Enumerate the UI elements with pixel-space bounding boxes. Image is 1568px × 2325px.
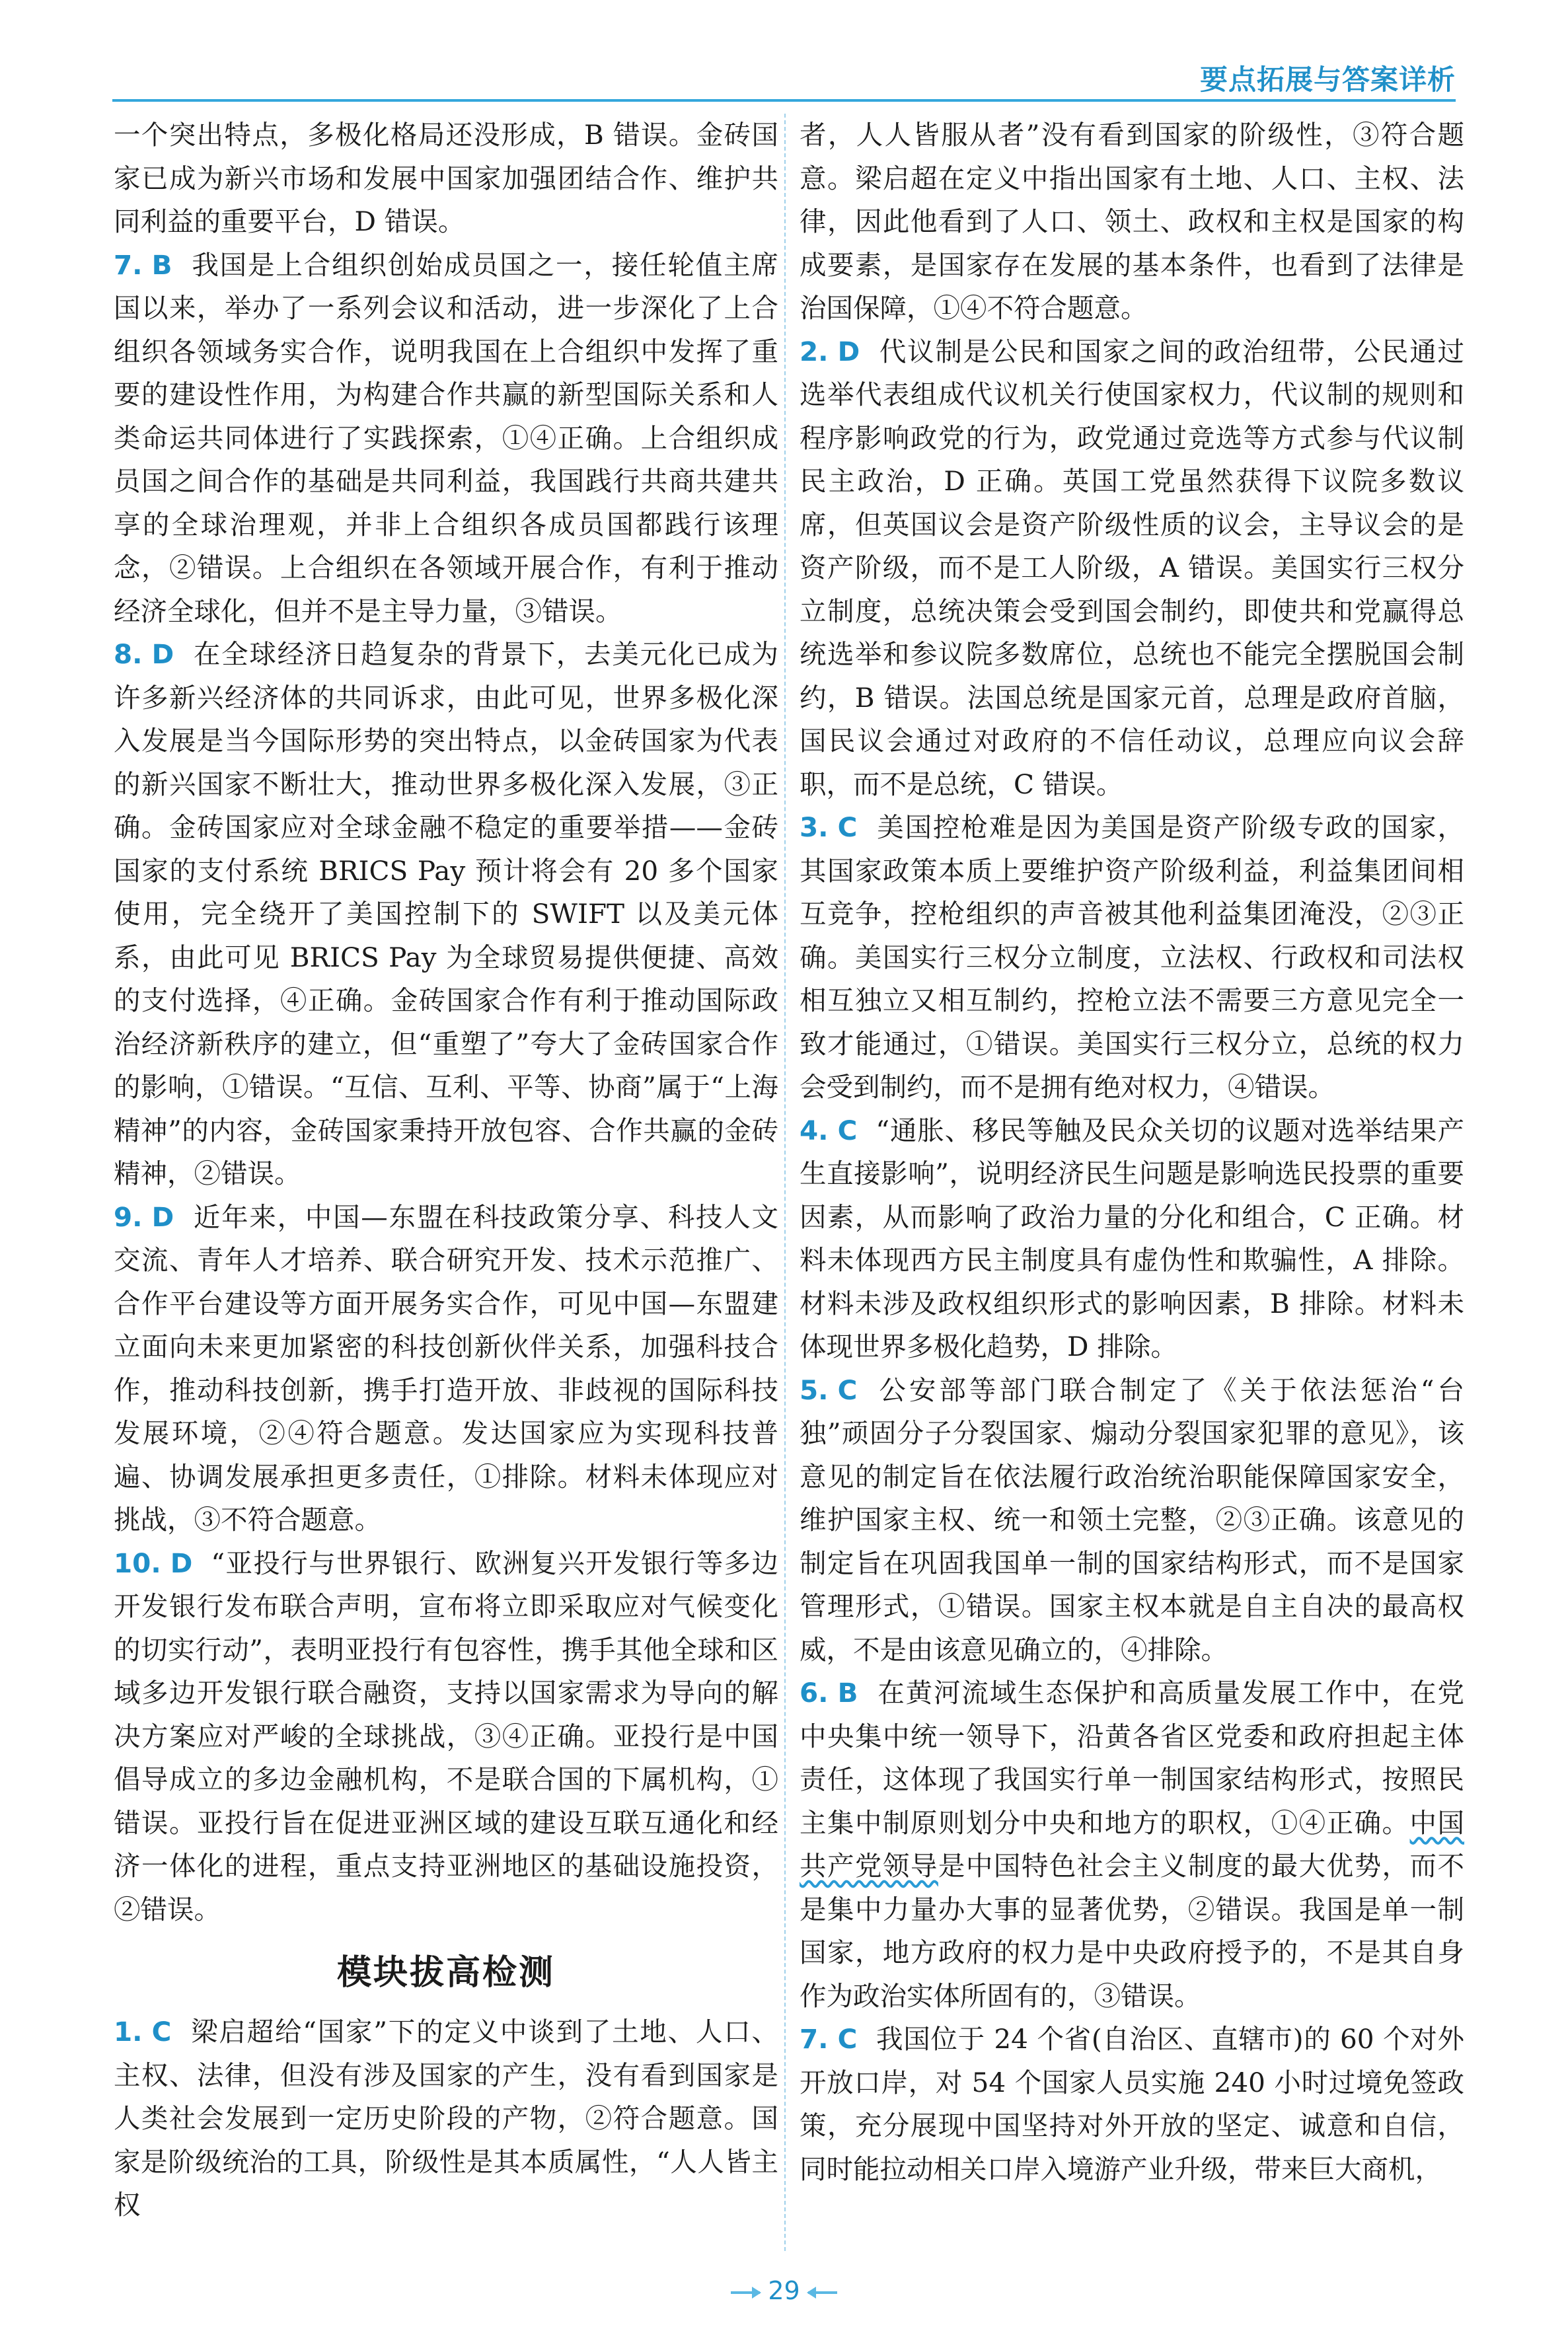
- module-answer-6: 6. B 在黄河流域生态保护和高质量发展工作中，在党中央集中统一领导下，沿黄各省区党委和政府担起主体责任，这体现了我国实行单一制国家结构形式，按照民主集中制原则划分中央和地方的职权，①④正确。中国共产党领导是中国特色社会主义制度的最大优势，而不是集中力量办大事的显著优势，②错误。我国是单一制国家，地方政府的权力是中央政府授予的，不是其自身作为政治实体所固有的，③错误。: [800, 1677, 1465, 2012]
- module-answer-5: 5. C 公安部等部门联合制定了《关于依法惩治“台独”顽固分子分裂国家、煽动分裂国家犯罪的意见》，该意见的制定旨在依法履行政治统治职能保障国家安全，维护国家主权、统一和领土完整，②③正确。该意见的制定旨在巩固我国单一制的国家结构形式，而不是国家管理形式，①错误。国家主权本就是自主自决的最高权威，不是由该意见确立的，④排除。: [800, 1374, 1464, 1666]
- answer-10: 10. D “亚投行与世界银行、欧洲复兴开发银行等多边开发银行发布联合声明，宣布将立即采取应对气候变化的切实行动”，表明亚投行有包容性，携手其他全球和区域多边开发银行联合融资，支持以国家需求为导向的解决方案应对严峻的全球挑战，③④正确。亚投行是中国倡导成立的多边金融机构，不是联合国的下属机构，①错误。亚投行旨在促进亚洲区域的建设互联互通化和经济一体化的进程，重点支持亚洲地区的基础设施投资，②错误。: [114, 1547, 778, 1925]
- answer-number: 1. C: [114, 2016, 172, 2048]
- answer-number: 3. C: [800, 811, 858, 843]
- answer-7: 7. B 我国是上合组织创始成员国之一，接任轮值主席国以来，举办了一系列会议和活动，进一步深化了上合组织各领域务实合作，说明我国在上合组织中发挥了重要的建设性作用，为构建合作共赢的新型国际关系和人类命运共同体进行了实践探索，①④正确。上合组织成员国之间合作的基础是共同利益，我国践行共商共建共享的全球治理观，并非上合组织各成员国都践行该理念，②错误。上合组织在各领域开展合作，有利于推动经济全球化，但并不是主导力量，③错误。: [114, 248, 778, 627]
- arrow-left-icon: [808, 2291, 837, 2294]
- answer-number: 6. B: [800, 1677, 858, 1709]
- answer-number: 4. C: [800, 1114, 858, 1146]
- answer-8: 8. D 在全球经济日趋复杂的背景下，去美元化已成为许多新兴经济体的共同诉求，由此可见，世界多极化深入发展是当今国际形势的突出特点，以金砖国家为代表的新兴国家不断壮大，推动世界多极化深入发展，③正确。金砖国家应对全球金融不稳定的重要举措——金砖国家的支付系统 BRICS Pay 预计将会有 20 多个国家使用，完全绕开了美国控制下的 SWIFT 以及美元体系，由此可见 BRICS Pay 为全球贸易提供便捷、高效的支付选择，④正确。金砖国家合作有利于推动国际政治经济新秩序的建立，但“重塑了”夸大了金砖国家合作的影响，①错误。“互信、互利、平等、协商”属于“上海精神”的内容，金砖国家秉持开放包容、合作共赢的金砖精神，②错误。: [114, 638, 778, 1189]
- answer-number: 7. B: [114, 248, 172, 281]
- page-number: 29: [768, 2276, 800, 2305]
- header-rule: [112, 99, 1456, 102]
- page-header-title: 要点拓展与答案详析: [1199, 63, 1456, 96]
- module-answer-4: 4. C “通胀、移民等触及民众关切的议题对选举结果产生直接影响”，说明经济民生问题是影响选民投票的重要因素，从而影响了政治力量的分化和组合，C 正确。材料未体现西方民主制度具有虚伪性和欺骗性，A 排除。材料未涉及政权组织形式的影响因素，B 排除。材料未体现世界多极化趋势，D 排除。: [800, 1114, 1464, 1362]
- right-column: [800, 114, 1464, 2191]
- page-footer: [0, 2276, 1568, 2305]
- answer-9: 9. D 近年来，中国—东盟在科技政策分享、科技人文交流、青年人才培养、联合研究开发、技术示范推广、合作平台建设等方面开展务实合作，可见中国—东盟建立面向未来更加紧密的科技创新伙伴关系，加强科技合作，推动科技创新，携手打造开放、非歧视的国际科技发展环境，②④符合题意。发达国家应为实现科技普遍、协调发展承担更多责任，①排除。材料未体现应对挑战，③不符合题意。: [114, 1200, 778, 1535]
- left-column: [114, 114, 778, 2227]
- wavy-underlined-text: 中国共产党领导: [800, 1806, 1465, 1882]
- arrow-right-icon: [731, 2291, 760, 2294]
- answer-number: 8. D: [114, 638, 174, 670]
- answer-number: 2. D: [800, 335, 860, 367]
- continued-paragraph: 一个突出特点，多极化格局还没形成，B 错误。金砖国家已成为新兴市场和发展中国家加强团结合作、维护共同利益的重要平台，D 错误。: [114, 119, 778, 237]
- continued-paragraph: 者，人人皆服从者”没有看到国家的阶级性，③符合题意。梁启超在定义中指出国家有土地、人口、主权、法律，因此他看到了人口、领土、政权和主权是国家的构成要素，是国家存在发展的基本条件，也看到了法律是治国保障，①④不符合题意。: [800, 119, 1464, 324]
- answer-number: 9. D: [114, 1200, 174, 1233]
- answer-number: 7. C: [800, 2023, 858, 2055]
- module-answer-1: 1. C 梁启超给“国家”下的定义中谈到了土地、人口、主权、法律，但没有涉及国家的产生，没有看到国家是人类社会发展到一定历史阶段的产物，②符合题意。国家是阶级统治的工具，阶级性是其本质属性，“人人皆主权: [114, 2016, 778, 2221]
- answer-number: 5. C: [800, 1374, 858, 1406]
- module-answer-2: 2. D 代议制是公民和国家之间的政治纽带，公民通过选举代表组成代议机关行使国家权力，代议制的规则和程序影响政党的行为，政党通过竞选等方式参与代议制民主政治，D 正确。英国工党虽然获得下议院多数议席，但英国议会是资产阶级性质的议会，主导议会的是资产阶级，而不是工人阶级，A 错误。美国实行三权分立制度，总统决策会受到国会制约，即使共和党赢得总统选举和参议院多数席位，总统也不能完全摆脱国会制约，B 错误。法国总统是国家元首，总理是政府首脑，国民议会通过对政府的不信任动议，总理应向议会辞职，而不是总统，C 错误。: [800, 335, 1464, 800]
- column-divider: [784, 114, 786, 2251]
- module-answer-7: 7. C 我国位于 24 个省(自治区、直辖市)的 60 个对外开放口岸，对 54 个国家人员实施 240 小时过境免签政策，充分展现中国坚持对外开放的坚定、诚意和自信，同时能拉动相关口岸入境游产业升级，带来巨大商机，: [800, 2023, 1464, 2185]
- section-title: 模块拔高检测: [336, 1953, 555, 1993]
- module-answer-3: 3. C 美国控枪难是因为美国是资产阶级专政的国家，其国家政策本质上要维护资产阶级利益，利益集团间相互竞争，控枪组织的声音被其他利益集团淹没，②③正确。美国实行三权分立制度，立法权、行政权和司法权相互独立又相互制约，控枪立法不需要三方意见完全一致才能通过，①错误。美国实行三权分立，总统的权力会受到制约，而不是拥有绝对权力，④错误。: [800, 811, 1464, 1103]
- answer-number: 10. D: [114, 1547, 193, 1579]
